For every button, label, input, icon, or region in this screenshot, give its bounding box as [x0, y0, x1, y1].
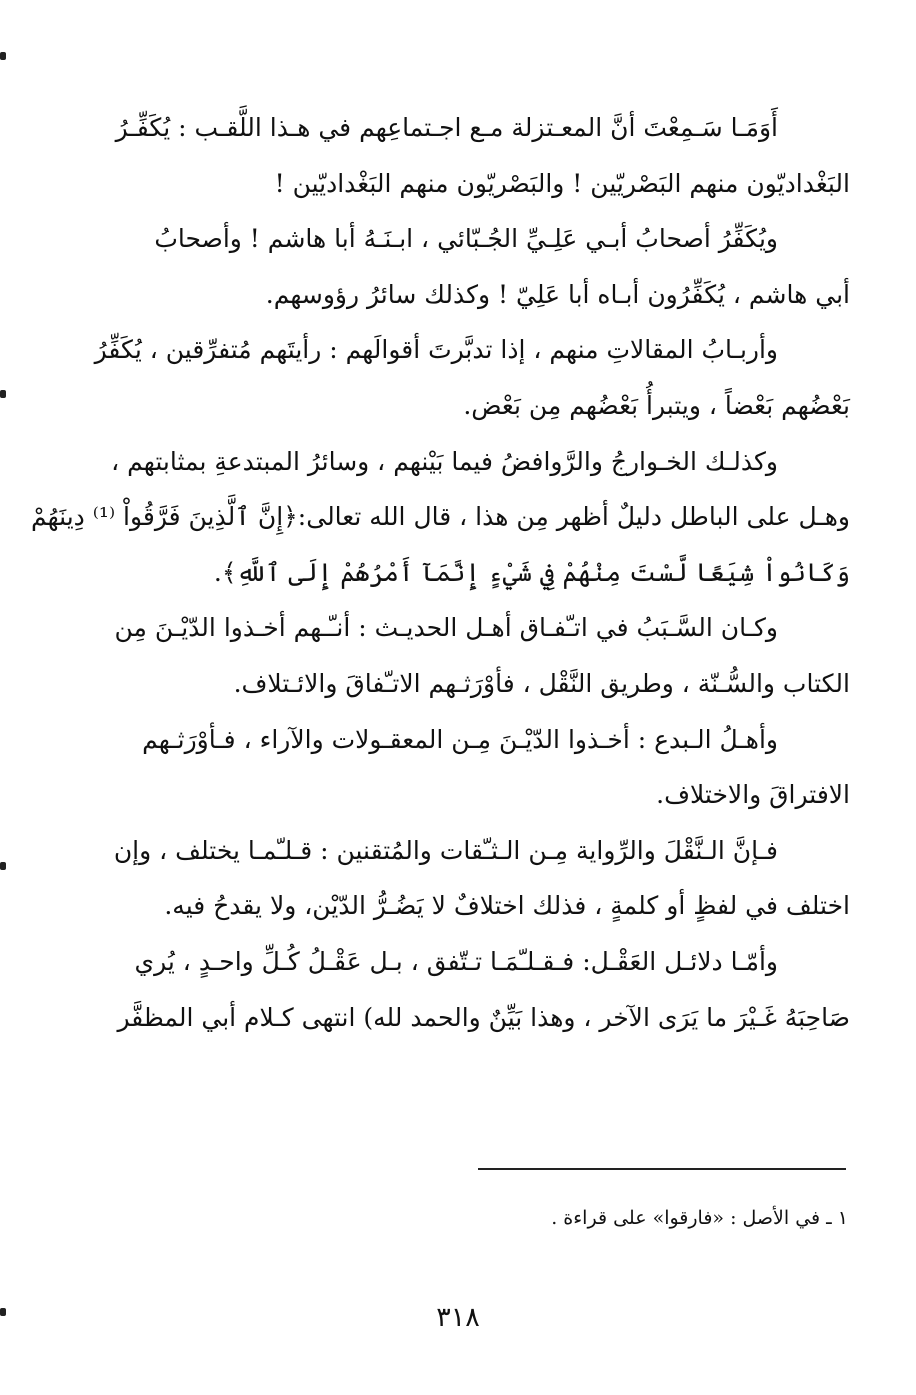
footnote: ١ ـ في الأصل : «فارقوا» على قراءة . — [551, 1207, 848, 1229]
text-line: ويُكَفِّرُ أصحابُ أبـي عَلِـيِّ الجُـبّائي ، ابـنَـهُ أبا هاشم ! وأصحابُ — [154, 224, 778, 254]
footnote-divider — [478, 1168, 846, 1170]
text-line: وأمّـا دلائـل العَقْـل: فـقـلـّمَـا تـتّفق ، بـل عَقْـلُ كُـلِّ واحـدٍ ، يُري — [134, 946, 778, 976]
text-line: صَاحِبَهُ غَـيْرَ ما يَرَى الآخر ، وهذا بَيِّنٌ والحمد لله) انتهى كـلام أبي المظفَّر — [117, 1002, 850, 1032]
text-line: وكذلـك الخـوارجُ والرَّوافضُ فيما بَيْنهم ، وسائرُ المبتدعةِ بمثابتهم ، — [111, 446, 778, 476]
text-line: وكـان السَّـبَبُ في اتـّفـاق أهـل الحديـث : أنـّـهم أخـذوا الدّيْـنَ مِن — [114, 613, 778, 643]
scan-mark-top — [0, 52, 6, 60]
quran-verse-line: وَكَانُواْ شِيَعًا لَّسْتَ مِنْهُمْ فِي شَيْءٍ إِنَّمَآ أَمْرُهُمْ إِلَى ٱللَّهِ﴾. — [213, 557, 850, 587]
text-line: اختلف في لفظٍ أو كلمةٍ ، فذلك اختلافٌ لا يَضُـرُّ الدّيْن، ولا يقدحُ فيه. — [164, 891, 850, 921]
text-line: البَغْداديّون منهم البَصْريّين ! والبَصْريّون منهم البَغْداديّين ! — [274, 168, 850, 198]
text-line: الكتاب والسُّـنّة ، وطريق النَّقْل ، فأوْرَثـهم الاتـّفاقَ والائـتلاف. — [233, 668, 850, 698]
text-line: أَوَمَـا سَـمِعْتَ أنَّ المعـتزلة مـع اجـتماعِهم في هـذا اللَّقـب : يُكَفِّـرُ — [115, 113, 778, 142]
scan-mark-left — [0, 390, 6, 398]
text-line: الافتراقَ والاختلاف. — [656, 780, 850, 810]
scan-mark-middle — [0, 862, 6, 870]
text-line: وأربـابُ المقالاتِ منهم ، إذا تدبَّرتَ أقوالَهم : رأيتَهم مُتفرِّقين ، يُكَفِّرُ — [94, 335, 778, 365]
text-line: أبي هاشم ، يُكَفِّرُون أبـاه أبا عَلِيّ ! وكذلك سائرُ رؤوسهم. — [265, 279, 850, 309]
main-text — [31, 108, 850, 1053]
text-line: وأهـلُ الـبدع : أخـذوا الدّيْـنَ مِـن المعقـولات والآراء ، فـأوْرَثـهم — [142, 724, 778, 754]
page-number: ٣١٨ — [436, 1302, 480, 1333]
text-line: فـإنَّ الـنَّقْلَ والرِّواية مِـن الـثـّقات والمُتقنين : قـلـّمـا يختلف ، وإن — [113, 835, 778, 865]
text-line: وهـل على الباطل دليلٌ أظهر مِن هذا ، قال الله تعالى:﴿إِنَّ ٱلَّذِينَ فَرَّقُواْ ⁽¹⁾ دِينَهُمْ — [31, 502, 850, 532]
text-line: بَعْضُهم بَعْضاً ، ويتبرأُ بَعْضُهم مِن بَعْض. — [463, 390, 850, 420]
